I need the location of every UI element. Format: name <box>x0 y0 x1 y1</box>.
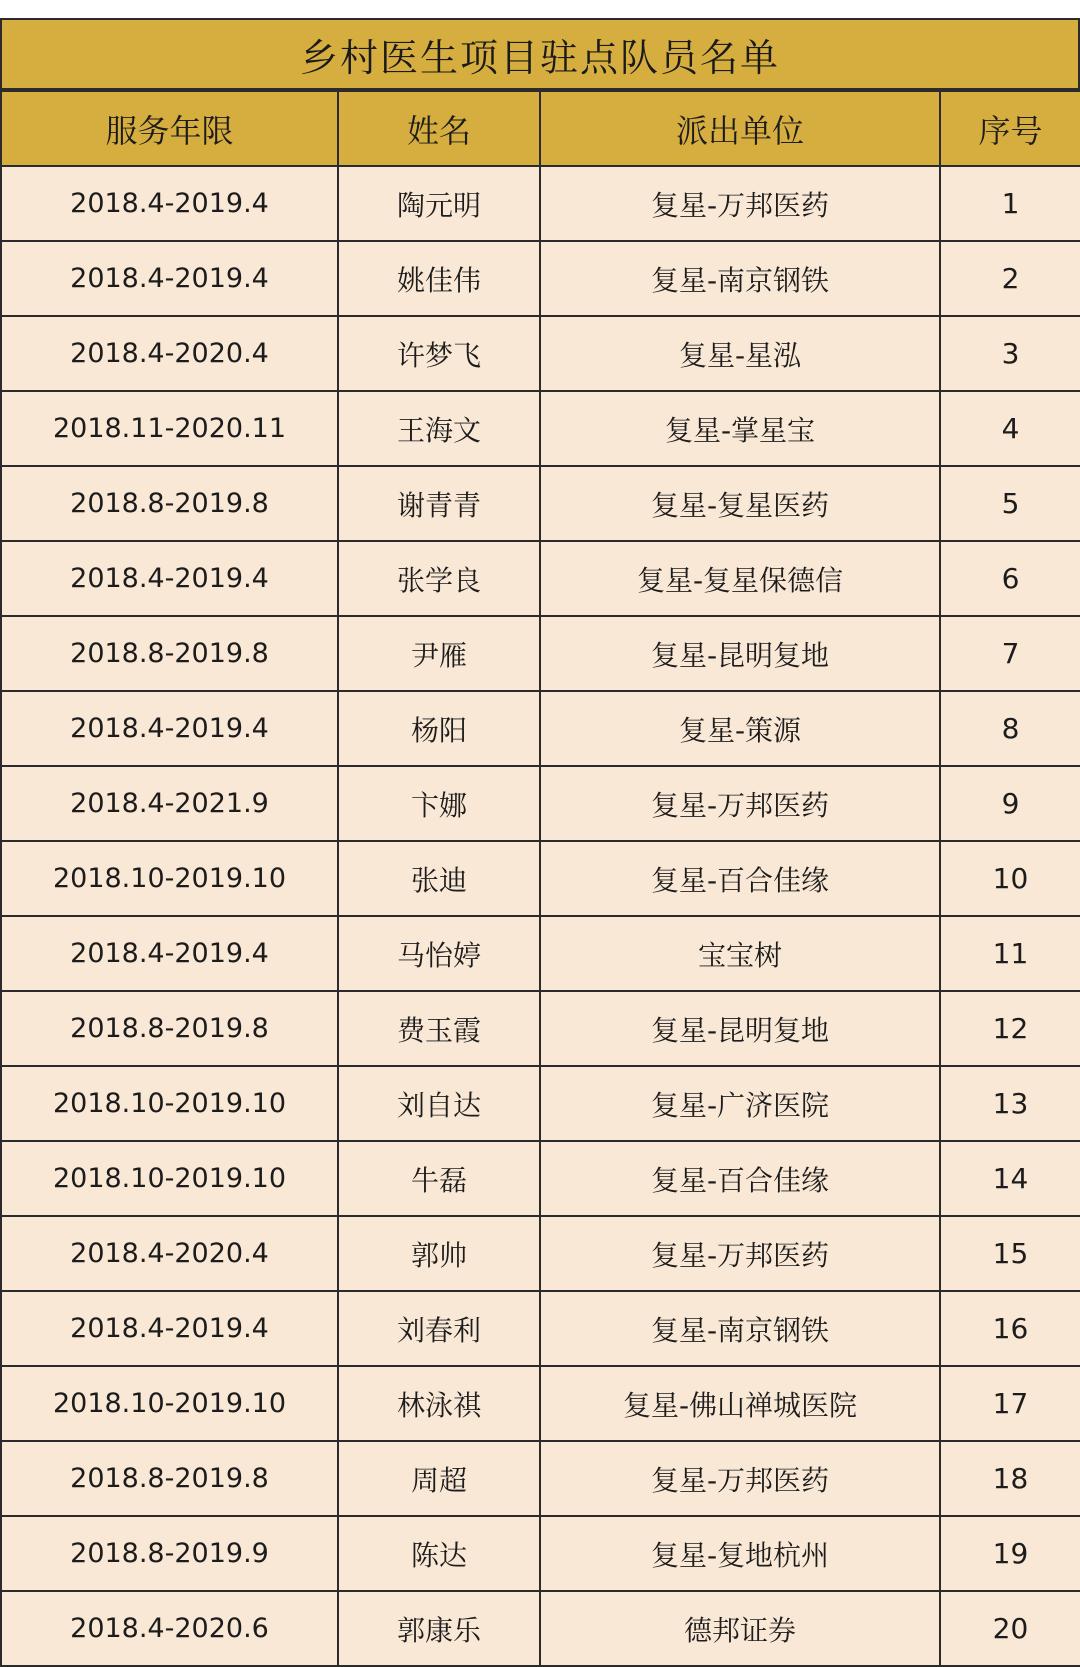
table-row <box>1 841 1080 916</box>
roster-table <box>0 90 1080 1667</box>
page-title: 乡村医生项目驻点队员名单 <box>0 18 1080 90</box>
period-cell: 2018.4-2020.4 <box>1 316 338 391</box>
header-row <box>1 91 1080 166</box>
number-cell: 8 <box>940 691 1080 766</box>
number-cell: 14 <box>940 1141 1080 1216</box>
period-cell: 2018.10-2019.10 <box>1 1141 338 1216</box>
unit-cell: 宝宝树 <box>540 916 940 991</box>
table-row <box>1 1366 1080 1441</box>
unit-cell: 复星-昆明复地 <box>540 616 940 691</box>
number-cell: 5 <box>940 466 1080 541</box>
table-row <box>1 391 1080 466</box>
table-row <box>1 166 1080 241</box>
unit-cell: 复星-掌星宝 <box>540 391 940 466</box>
number-cell: 2 <box>940 241 1080 316</box>
table-row <box>1 916 1080 991</box>
unit-cell: 复星-万邦医药 <box>540 766 940 841</box>
table-row <box>1 541 1080 616</box>
number-cell: 6 <box>940 541 1080 616</box>
name-cell: 郭帅 <box>338 1216 540 1291</box>
unit-cell: 复星-百合佳缘 <box>540 841 940 916</box>
number-cell: 11 <box>940 916 1080 991</box>
name-cell: 谢青青 <box>338 466 540 541</box>
period-cell: 2018.4-2019.4 <box>1 691 338 766</box>
period-cell: 2018.10-2019.10 <box>1 1366 338 1441</box>
unit-cell: 复星-星泓 <box>540 316 940 391</box>
number-cell: 9 <box>940 766 1080 841</box>
unit-cell: 复星-佛山禅城医院 <box>540 1366 940 1441</box>
table-row <box>1 1591 1080 1666</box>
table-row <box>1 691 1080 766</box>
table-row <box>1 1066 1080 1141</box>
table-row <box>1 616 1080 691</box>
name-cell: 王海文 <box>338 391 540 466</box>
number-cell: 20 <box>940 1591 1080 1666</box>
unit-cell: 德邦证券 <box>540 1591 940 1666</box>
unit-cell: 复星-万邦医药 <box>540 166 940 241</box>
period-cell: 2018.11-2020.11 <box>1 391 338 466</box>
number-cell: 17 <box>940 1366 1080 1441</box>
number-cell: 13 <box>940 1066 1080 1141</box>
number-cell: 19 <box>940 1516 1080 1591</box>
table-row <box>1 466 1080 541</box>
number-cell: 7 <box>940 616 1080 691</box>
name-cell: 卞娜 <box>338 766 540 841</box>
table-row <box>1 1216 1080 1291</box>
period-cell: 2018.4-2019.4 <box>1 241 338 316</box>
name-cell: 张迪 <box>338 841 540 916</box>
name-cell: 杨阳 <box>338 691 540 766</box>
period-cell: 2018.8-2019.9 <box>1 1516 338 1591</box>
table-row <box>1 1441 1080 1516</box>
table-row <box>1 1516 1080 1591</box>
unit-cell: 复星-百合佳缘 <box>540 1141 940 1216</box>
name-cell: 姚佳伟 <box>338 241 540 316</box>
period-cell: 2018.4-2021.9 <box>1 766 338 841</box>
table-row <box>1 991 1080 1066</box>
period-cell: 2018.4-2019.4 <box>1 541 338 616</box>
unit-cell: 复星-复星保德信 <box>540 541 940 616</box>
unit-cell: 复星-万邦医药 <box>540 1216 940 1291</box>
name-cell: 张学良 <box>338 541 540 616</box>
period-cell: 2018.4-2019.4 <box>1 166 338 241</box>
name-cell: 陶元明 <box>338 166 540 241</box>
header-name: 姓名 <box>338 91 540 166</box>
unit-cell: 复星-复星医药 <box>540 466 940 541</box>
table-row <box>1 241 1080 316</box>
number-cell: 1 <box>940 166 1080 241</box>
period-cell: 2018.10-2019.10 <box>1 841 338 916</box>
name-cell: 刘春利 <box>338 1291 540 1366</box>
table-row <box>1 1291 1080 1366</box>
name-cell: 陈达 <box>338 1516 540 1591</box>
period-cell: 2018.4-2019.4 <box>1 1291 338 1366</box>
name-cell: 郭康乐 <box>338 1591 540 1666</box>
unit-cell: 复星-策源 <box>540 691 940 766</box>
roster-body <box>1 166 1080 1666</box>
header-period: 服务年限 <box>1 91 338 166</box>
period-cell: 2018.4-2020.6 <box>1 1591 338 1666</box>
unit-cell: 复星-复地杭州 <box>540 1516 940 1591</box>
period-cell: 2018.8-2019.8 <box>1 466 338 541</box>
number-cell: 3 <box>940 316 1080 391</box>
number-cell: 16 <box>940 1291 1080 1366</box>
number-cell: 10 <box>940 841 1080 916</box>
number-cell: 15 <box>940 1216 1080 1291</box>
table-row <box>1 316 1080 391</box>
name-cell: 牛磊 <box>338 1141 540 1216</box>
unit-cell: 复星-昆明复地 <box>540 991 940 1066</box>
header-unit: 派出单位 <box>540 91 940 166</box>
period-cell: 2018.10-2019.10 <box>1 1066 338 1141</box>
number-cell: 12 <box>940 991 1080 1066</box>
unit-cell: 复星-万邦医药 <box>540 1441 940 1516</box>
name-cell: 尹雁 <box>338 616 540 691</box>
name-cell: 周超 <box>338 1441 540 1516</box>
period-cell: 2018.8-2019.8 <box>1 616 338 691</box>
name-cell: 许梦飞 <box>338 316 540 391</box>
unit-cell: 复星-南京钢铁 <box>540 241 940 316</box>
name-cell: 马怡婷 <box>338 916 540 991</box>
table-row <box>1 1141 1080 1216</box>
period-cell: 2018.8-2019.8 <box>1 991 338 1066</box>
unit-cell: 复星-广济医院 <box>540 1066 940 1141</box>
roster-sheet <box>0 18 1080 1651</box>
number-cell: 18 <box>940 1441 1080 1516</box>
period-cell: 2018.4-2019.4 <box>1 916 338 991</box>
period-cell: 2018.4-2020.4 <box>1 1216 338 1291</box>
number-cell: 4 <box>940 391 1080 466</box>
name-cell: 林泳祺 <box>338 1366 540 1441</box>
name-cell: 刘自达 <box>338 1066 540 1141</box>
table-row <box>1 766 1080 841</box>
header-no: 序号 <box>940 91 1080 166</box>
name-cell: 费玉霞 <box>338 991 540 1066</box>
period-cell: 2018.8-2019.8 <box>1 1441 338 1516</box>
unit-cell: 复星-南京钢铁 <box>540 1291 940 1366</box>
